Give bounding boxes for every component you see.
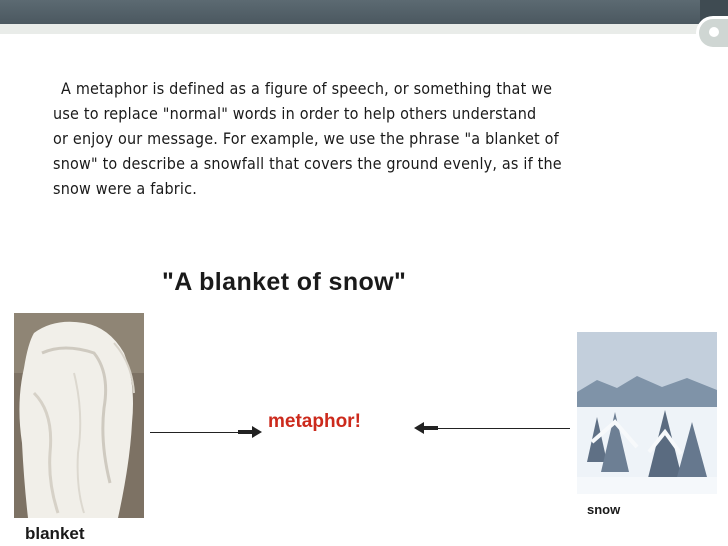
blanket-photo xyxy=(14,313,144,518)
left-arrow-head-icon xyxy=(414,421,438,435)
blanket-caption: blanket xyxy=(25,524,85,543)
slide-top-bar xyxy=(0,0,728,24)
snow-photo xyxy=(577,332,717,494)
right-arrow-line xyxy=(418,428,570,429)
snow-caption: snow xyxy=(587,502,621,517)
body-line: snow" to describe a snowfall that covers the ground evenly, as if the xyxy=(53,154,562,173)
figure-title: "A blanket of snow" xyxy=(162,268,407,296)
slide-header-band xyxy=(0,24,728,34)
body-line: A metaphor is defined as a figure of speech, or something that we xyxy=(61,79,553,98)
right-arrow-head-icon xyxy=(238,425,262,439)
slide-tab-dot xyxy=(709,27,719,37)
body-line: use to replace "normal" words in order to help others understand xyxy=(53,104,537,123)
body-paragraph xyxy=(53,76,681,201)
snow-illustration xyxy=(577,332,717,494)
metaphor-label: metaphor! xyxy=(268,411,361,432)
body-line: snow were a fabric. xyxy=(53,179,198,198)
body-line: or enjoy our message. For example, we use the phrase "a blanket of xyxy=(53,129,559,148)
blanket-illustration xyxy=(14,313,144,518)
